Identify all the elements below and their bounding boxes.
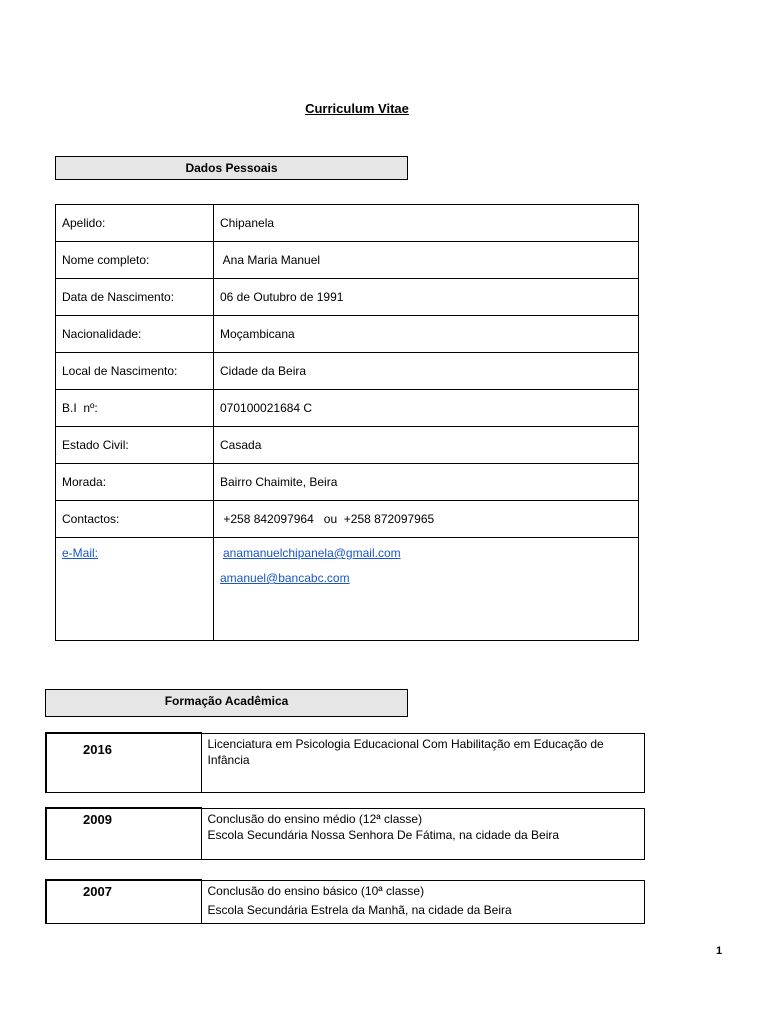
page-number: 1 [716,945,723,957]
field-label: Nacionalidade: [56,316,214,353]
email-link-work[interactable]: amanuel@bancabc.com [220,571,350,585]
education-line: Escola Secundária Estrela da Manhã, na cidade da Beira [207,902,512,917]
table-row [56,279,639,316]
field-value: 06 de Outubro de 1991 [214,279,639,316]
field-value: Moçambicana [214,316,639,353]
table-row [56,205,639,242]
education-entry [45,732,645,793]
field-label: Data de Nascimento: [56,279,214,316]
field-label: Morada: [56,464,214,501]
education-year: 2007 [46,880,201,923]
field-value: Casada [214,427,639,464]
education-year: 2016 [46,733,201,792]
field-value: Ana Maria Manuel [214,242,639,279]
document-title: Curriculum Vitae [305,101,409,116]
education-description [201,808,645,860]
email-value [214,538,639,641]
field-value: Cidade da Beira [214,353,639,390]
table-row [56,316,639,353]
section-header-personal-data: Dados Pessoais [55,156,408,180]
field-value: Chipanela [214,205,639,242]
table-row-email [56,538,639,641]
education-entry [45,879,645,924]
table-row [56,427,639,464]
field-value: Bairro Chaimite, Beira [214,464,639,501]
field-value: +258 842097964 ou +258 872097965 [214,501,639,538]
email-label-link[interactable]: e-Mail: [62,546,99,560]
field-label: Contactos: [56,501,214,538]
field-label: Nome completo: [56,242,214,279]
education-line: Licenciatura em Psicologia Educacional Com Habilitação em Educação de Infância [207,736,604,767]
education-line: Conclusão do ensino médio (12ª classe) [207,811,423,826]
field-label: B.I nº: [56,390,214,427]
table-row [56,464,639,501]
education-description [201,880,645,923]
education-description [201,733,645,792]
table-row [56,353,639,390]
field-label: Estado Civil: [56,427,214,464]
section-header-academic: Formação Acadêmica [45,689,408,717]
field-value: 070100021684 C [214,390,639,427]
education-year: 2009 [46,808,201,860]
table-row [56,501,639,538]
email-label [56,538,214,641]
education-entry [45,807,645,860]
field-label: Local de Nascimento: [56,353,214,390]
education-line: Escola Secundária Nossa Senhora De Fátima, na cidade da Beira [207,827,560,842]
table-row [56,390,639,427]
education-line: Conclusão do ensino básico (10ª classe) [207,883,425,898]
email-link-gmail[interactable]: anamanuelchipanela@gmail.com [223,546,401,560]
field-label: Apelido: [56,205,214,242]
personal-data-table [55,204,639,641]
table-row [56,242,639,279]
